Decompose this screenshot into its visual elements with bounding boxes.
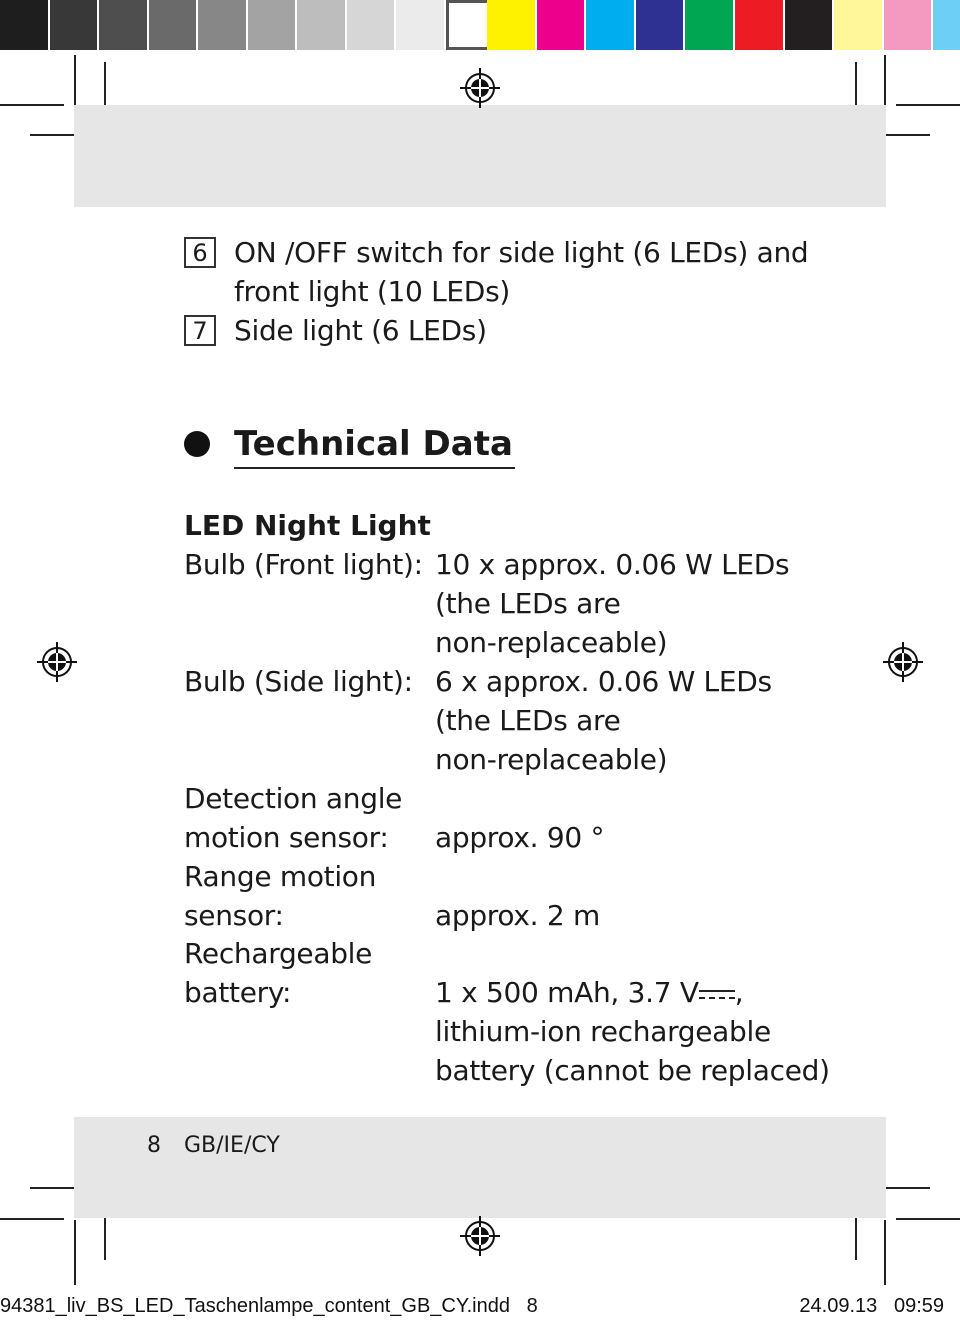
legend-number-7: 7 — [184, 315, 216, 346]
registration-mark-right — [883, 642, 923, 682]
spec-value-battery-text: 1 x 500 mAh, 3.7 V — [435, 976, 699, 1009]
spec-label-angle-2: motion sensor: — [184, 821, 389, 854]
color-swatch — [933, 0, 960, 50]
spec-value-front-2: (the LEDs are — [435, 587, 621, 620]
spec-value-battery-2: lithium-ion rechargeable — [435, 1015, 771, 1048]
registration-mark-top — [460, 68, 500, 108]
spec-label-front: Bulb (Front light): — [184, 548, 423, 581]
spec-value-battery-comma: , — [734, 976, 744, 1009]
direct-current-icon — [699, 984, 735, 1004]
color-swatch — [487, 0, 535, 50]
gray-swatch — [396, 0, 444, 50]
section-bullet-icon — [184, 431, 210, 457]
legend-text-7-line1: Side light (6 LEDs) — [234, 314, 487, 347]
color-swatch — [685, 0, 733, 50]
color-swatch — [636, 0, 684, 50]
spec-value-side-2: (the LEDs are — [435, 704, 621, 737]
color-swatch — [785, 0, 833, 50]
gray-swatch — [198, 0, 246, 50]
color-swatch — [834, 0, 882, 50]
legend-number-6: 6 — [184, 237, 216, 268]
spec-value-front-3: non-replaceable) — [435, 626, 668, 659]
gray-swatch — [248, 0, 296, 50]
spec-label-range-1: Range motion — [184, 860, 377, 893]
gray-swatch — [149, 0, 197, 50]
slug-filename: 94381_liv_BS_LED_Taschenlampe_content_GB_CY.indd 8 — [0, 1295, 538, 1317]
product-title: LED Night Light — [184, 509, 431, 542]
gray-swatch — [297, 0, 345, 50]
spec-value-battery-3: battery (cannot be replaced) — [435, 1054, 830, 1087]
spec-label-battery-2: battery: — [184, 976, 292, 1009]
spec-value-front-1: 10 x approx. 0.06 W LEDs — [435, 548, 790, 581]
spec-label-range-2: sensor: — [184, 899, 284, 932]
page-number: 8 — [147, 1133, 161, 1158]
registration-mark-bottom — [460, 1216, 500, 1256]
spec-value-battery-1 — [435, 973, 743, 1012]
spec-label-angle-1: Detection angle — [184, 782, 403, 815]
legend-text-6-line2: front light (10 LEDs) — [234, 275, 510, 308]
legend-text-6-line1: ON /OFF switch for side light (6 LEDs) and — [234, 236, 809, 269]
spec-value-side-1: 6 x approx. 0.06 W LEDs — [435, 665, 772, 698]
gray-swatch — [446, 0, 494, 50]
color-swatch — [735, 0, 783, 50]
gray-swatch — [50, 0, 98, 50]
gray-swatch — [347, 0, 395, 50]
language-codes: GB/IE/CY — [184, 1133, 280, 1158]
section-title: Technical Data — [234, 421, 515, 469]
spec-label-battery-1: Rechargeable — [184, 937, 373, 970]
slug-datetime: 24.09.13 09:59 — [799, 1295, 944, 1317]
color-swatch — [537, 0, 585, 50]
color-swatch — [884, 0, 932, 50]
header-band — [74, 105, 886, 207]
spec-value-angle: approx. 90 ° — [435, 821, 605, 854]
gray-swatch — [0, 0, 48, 50]
spec-label-side: Bulb (Side light): — [184, 665, 413, 698]
registration-mark-left — [37, 642, 77, 682]
gray-swatch — [99, 0, 147, 50]
color-swatch — [586, 0, 634, 50]
spec-value-side-3: non-replaceable) — [435, 743, 668, 776]
spec-value-range: approx. 2 m — [435, 899, 600, 932]
